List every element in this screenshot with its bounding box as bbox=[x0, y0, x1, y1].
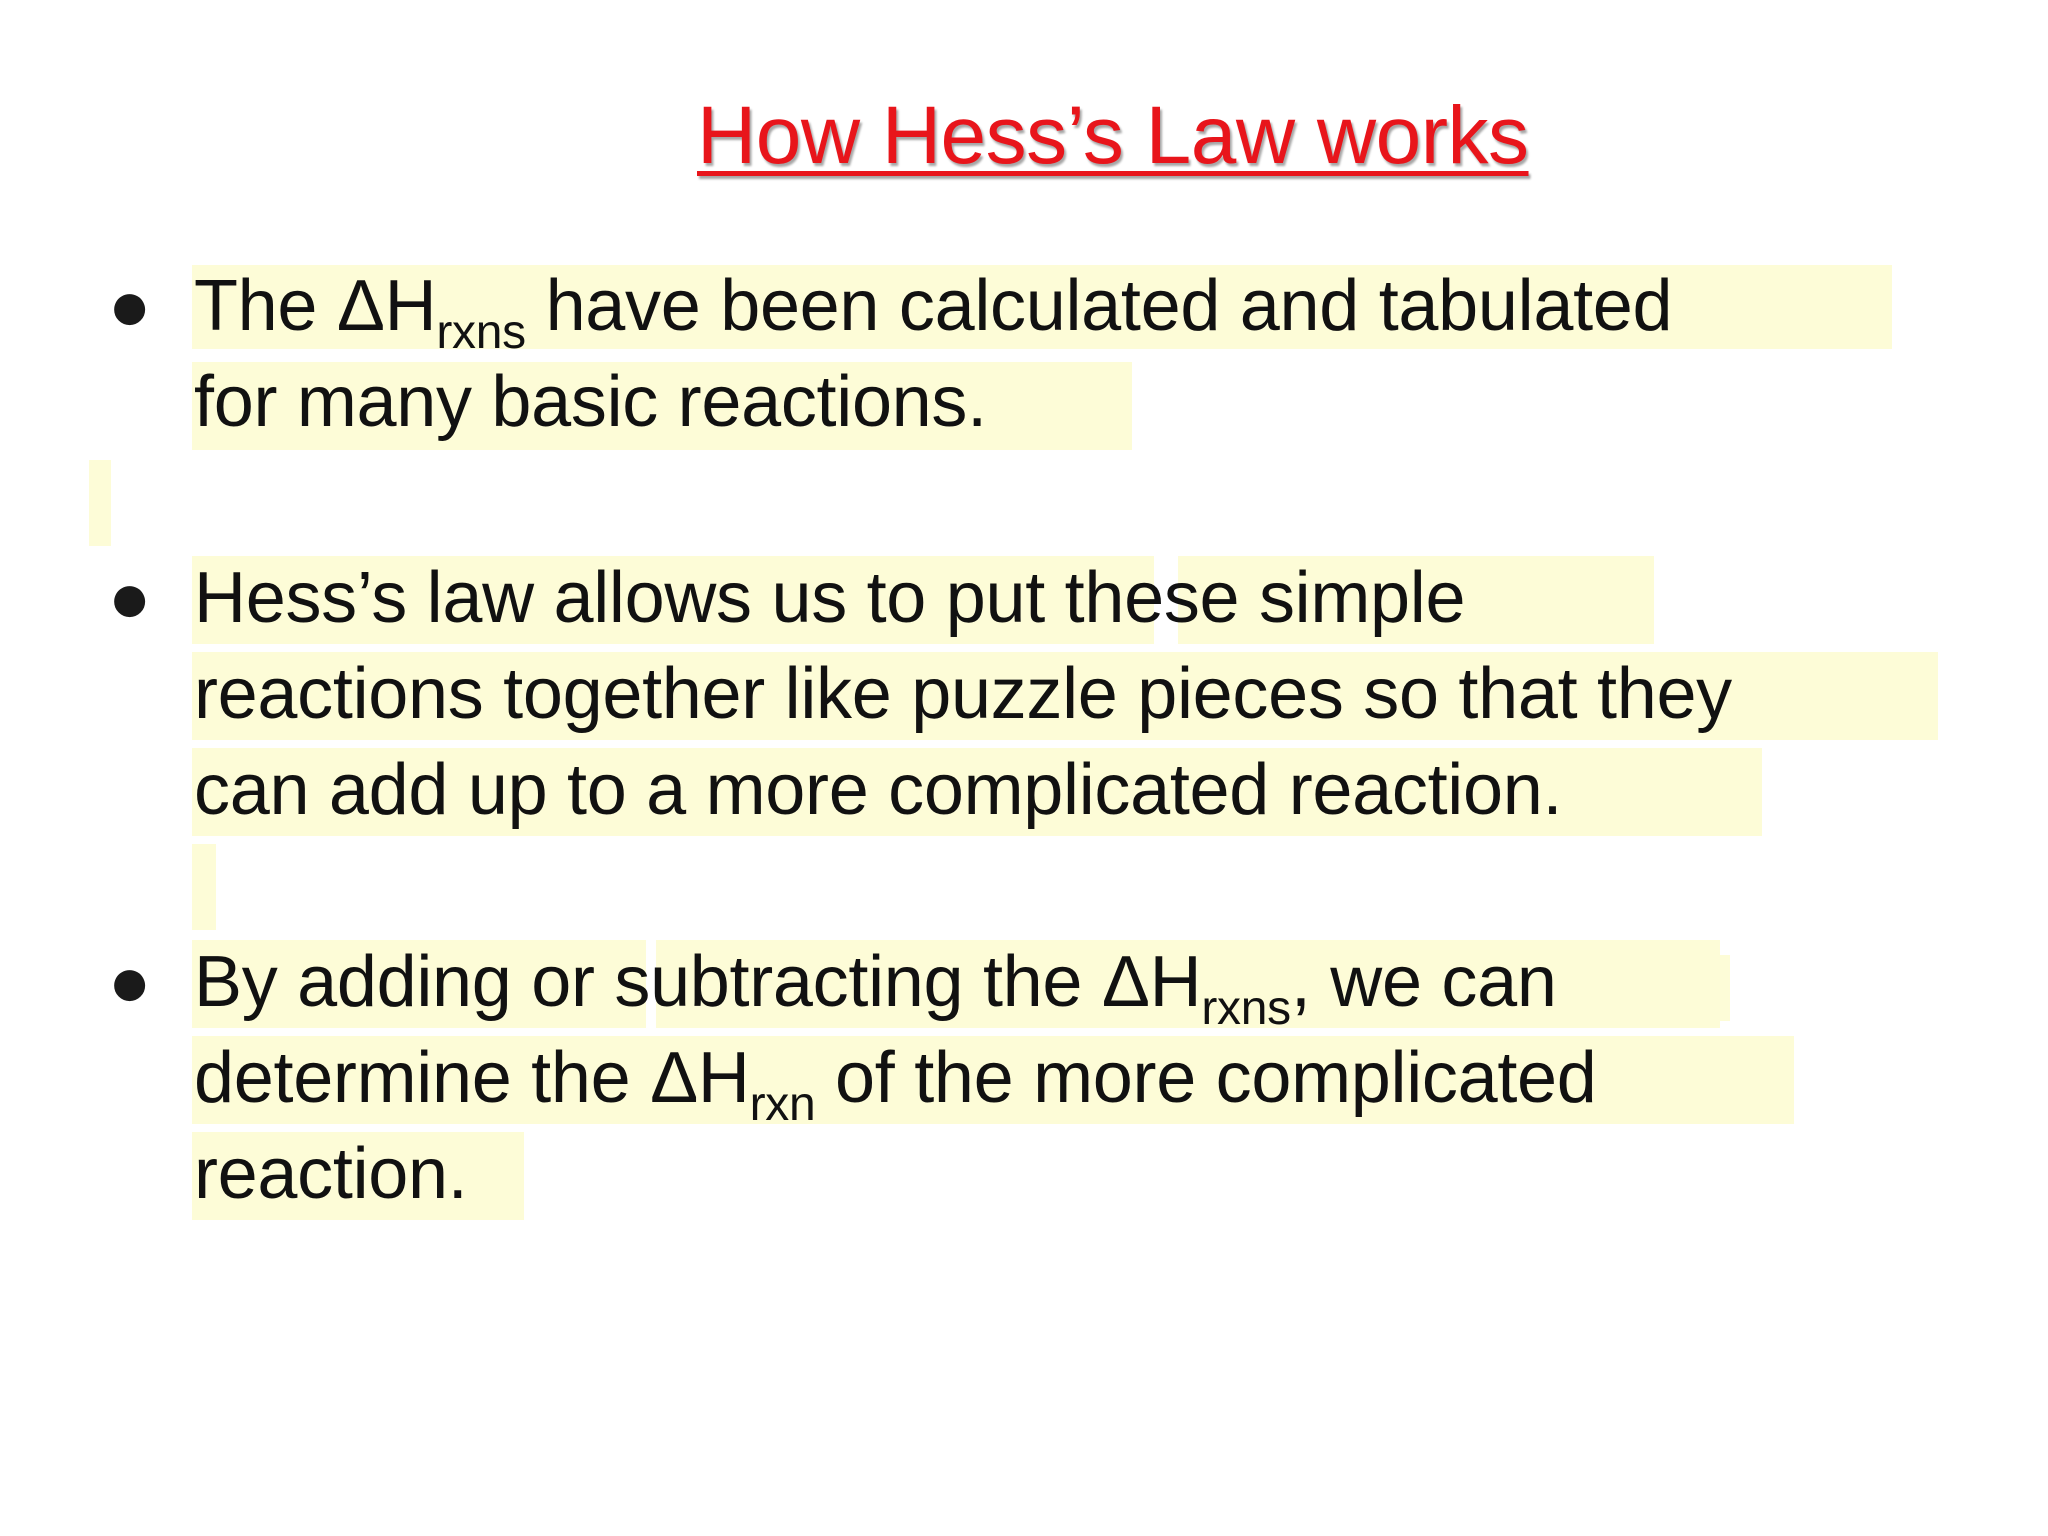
text-segment: The ΔH bbox=[194, 266, 437, 346]
bullet-3-line-2 bbox=[194, 1030, 1597, 1131]
highlight bbox=[1720, 955, 1730, 1021]
bullet-marker: ● bbox=[108, 558, 152, 638]
bullet-marker: ● bbox=[108, 266, 152, 346]
bullet-2-line-1: Hess’s law allows us to put these simple bbox=[194, 558, 1466, 638]
bullet-1-line-2: for many basic reactions. bbox=[194, 362, 987, 442]
bullet-3-line-3: reaction. bbox=[194, 1134, 468, 1214]
text-segment: By adding or subtracting the ΔH bbox=[194, 942, 1202, 1022]
slide-title: How Hess’s Law works bbox=[697, 90, 1529, 181]
text-segment: have been calculated and tabulated bbox=[525, 266, 1673, 346]
bullet-2-line-3: can add up to a more complicated reaction. bbox=[194, 750, 1563, 830]
subscript: rxn bbox=[749, 1078, 816, 1131]
bullet-3-line-1 bbox=[194, 934, 1557, 1035]
text-segment: of the more complicated bbox=[815, 1038, 1597, 1118]
bullet-2-line-2: reactions together like puzzle pieces so that they bbox=[194, 654, 1732, 734]
bullet-marker: ● bbox=[108, 942, 152, 1022]
text-segment: determine the ΔH bbox=[194, 1038, 750, 1118]
highlight bbox=[89, 460, 111, 546]
highlight bbox=[192, 844, 216, 930]
subscript: rxns bbox=[436, 306, 526, 359]
bullet-1-line-1 bbox=[194, 258, 1673, 359]
text-segment: , we can bbox=[1290, 942, 1557, 1022]
subscript: rxns bbox=[1201, 982, 1291, 1035]
